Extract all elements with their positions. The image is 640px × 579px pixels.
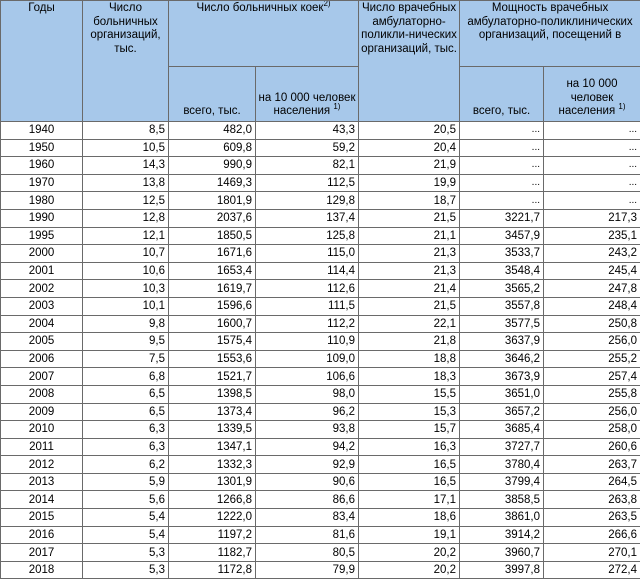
cell-capacity-per: 250,8 <box>544 315 640 333</box>
cell-clinics: 18,8 <box>359 350 460 368</box>
cell-beds-per: 114,4 <box>256 262 359 280</box>
cell-hospitals: 9,8 <box>83 315 169 333</box>
table-row <box>1 227 640 245</box>
cell-beds-total: 1172,8 <box>169 561 256 579</box>
header-beds-per <box>256 67 359 122</box>
cell-clinics: 21,3 <box>359 262 460 280</box>
cell-capacity-total: 3858,5 <box>460 491 544 509</box>
table-row <box>1 297 640 315</box>
cell-year: 2002 <box>1 280 83 298</box>
cell-beds-per: 125,8 <box>256 227 359 245</box>
cell-clinics: 20,2 <box>359 544 460 562</box>
table-row <box>1 526 640 544</box>
cell-capacity-total: 3685,4 <box>460 421 544 439</box>
cell-beds-per: 94,2 <box>256 438 359 456</box>
cell-beds-total: 482,0 <box>169 122 256 140</box>
cell-clinics: 18,7 <box>359 192 460 210</box>
cell-beds-total: 1182,7 <box>169 544 256 562</box>
table-row <box>1 157 640 175</box>
cell-beds-total: 1373,4 <box>169 403 256 421</box>
cell-clinics: 21,8 <box>359 333 460 351</box>
cell-capacity-total: 3646,2 <box>460 350 544 368</box>
cell-beds-total: 1671,6 <box>169 245 256 263</box>
table-row <box>1 368 640 386</box>
cell-beds-total: 1596,6 <box>169 297 256 315</box>
cell-clinics: 22,1 <box>359 315 460 333</box>
cell-year: 2014 <box>1 491 83 509</box>
cell-year: 1960 <box>1 157 83 175</box>
header-clinics: Число врачебных амбулаторно-поликли-нических организаций, тыс. <box>359 1 460 122</box>
header-beds <box>169 1 359 67</box>
table-body <box>1 122 640 579</box>
cell-clinics: 21,5 <box>359 297 460 315</box>
table-row <box>1 473 640 491</box>
cell-clinics: 20,4 <box>359 139 460 157</box>
cell-year: 1980 <box>1 192 83 210</box>
cell-year: 2018 <box>1 561 83 579</box>
cell-hospitals: 6,5 <box>83 403 169 421</box>
cell-capacity-per: 258,0 <box>544 421 640 439</box>
cell-beds-total: 1653,4 <box>169 262 256 280</box>
cell-capacity-total: 3799,4 <box>460 473 544 491</box>
cell-beds-per: 86,6 <box>256 491 359 509</box>
cell-year: 1990 <box>1 209 83 227</box>
cell-beds-per: 109,0 <box>256 350 359 368</box>
table-row <box>1 333 640 351</box>
cell-capacity-per: 272,4 <box>544 561 640 579</box>
cell-beds-per: 137,4 <box>256 209 359 227</box>
cell-beds-per: 92,9 <box>256 456 359 474</box>
cell-capacity-total: 3565,2 <box>460 280 544 298</box>
header-years: Годы <box>1 1 83 122</box>
cell-beds-per: 80,5 <box>256 544 359 562</box>
table-row <box>1 456 640 474</box>
cell-capacity-per: 264,5 <box>544 473 640 491</box>
cell-year: 2006 <box>1 350 83 368</box>
cell-hospitals: 10,5 <box>83 139 169 157</box>
cell-capacity-total: 3651,0 <box>460 385 544 403</box>
cell-clinics: 20,5 <box>359 122 460 140</box>
cell-capacity-per: 260,6 <box>544 438 640 456</box>
cell-hospitals: 5,9 <box>83 473 169 491</box>
cell-capacity-total: 3577,5 <box>460 315 544 333</box>
cell-capacity-per: ... <box>544 139 640 157</box>
cell-beds-per: 93,8 <box>256 421 359 439</box>
cell-clinics: 16,5 <box>359 473 460 491</box>
cell-beds-total: 1850,5 <box>169 227 256 245</box>
cell-beds-total: 1266,8 <box>169 491 256 509</box>
cell-capacity-total: 3457,9 <box>460 227 544 245</box>
cell-hospitals: 14,3 <box>83 157 169 175</box>
header-beds-total: всего, тыс. <box>169 67 256 122</box>
cell-capacity-total: 3861,0 <box>460 509 544 527</box>
table-row <box>1 209 640 227</box>
cell-capacity-per: 256,0 <box>544 403 640 421</box>
header-beds-label: Число больничных коек <box>196 2 323 14</box>
cell-hospitals: 13,8 <box>83 174 169 192</box>
cell-capacity-total: 3960,7 <box>460 544 544 562</box>
header-beds-per-label: на 10 000 человек населения <box>259 92 356 118</box>
table-row <box>1 174 640 192</box>
table-row <box>1 139 640 157</box>
cell-clinics: 19,1 <box>359 526 460 544</box>
cell-beds-per: 98,0 <box>256 385 359 403</box>
cell-hospitals: 5,4 <box>83 509 169 527</box>
cell-capacity-per: 255,8 <box>544 385 640 403</box>
cell-beds-per: 81,6 <box>256 526 359 544</box>
cell-capacity-total: 3727,7 <box>460 438 544 456</box>
table-row <box>1 262 640 280</box>
table-row <box>1 403 640 421</box>
cell-capacity-per: 245,4 <box>544 262 640 280</box>
cell-year: 2009 <box>1 403 83 421</box>
cell-beds-per: 82,1 <box>256 157 359 175</box>
cell-beds-per: 112,5 <box>256 174 359 192</box>
header-capacity-per-label: на 10 000 человек населения <box>559 78 618 117</box>
cell-clinics: 17,1 <box>359 491 460 509</box>
cell-capacity-total: ... <box>460 174 544 192</box>
cell-capacity-per: 266,6 <box>544 526 640 544</box>
cell-year: 2000 <box>1 245 83 263</box>
table-row <box>1 385 640 403</box>
header-beds-footnote: 2) <box>323 1 330 9</box>
cell-capacity-per: 263,8 <box>544 491 640 509</box>
cell-hospitals: 9,5 <box>83 333 169 351</box>
table-row <box>1 122 640 140</box>
table-row <box>1 438 640 456</box>
cell-year: 1940 <box>1 122 83 140</box>
cell-clinics: 16,5 <box>359 456 460 474</box>
table-row <box>1 509 640 527</box>
cell-beds-total: 1339,5 <box>169 421 256 439</box>
cell-year: 2004 <box>1 315 83 333</box>
table-row <box>1 491 640 509</box>
cell-year: 2005 <box>1 333 83 351</box>
cell-year: 2015 <box>1 509 83 527</box>
cell-beds-per: 111,5 <box>256 297 359 315</box>
cell-hospitals: 5,3 <box>83 544 169 562</box>
cell-hospitals: 12,5 <box>83 192 169 210</box>
cell-capacity-per: 243,2 <box>544 245 640 263</box>
cell-clinics: 21,5 <box>359 209 460 227</box>
cell-clinics: 21,9 <box>359 157 460 175</box>
cell-year: 2001 <box>1 262 83 280</box>
cell-beds-per: 79,9 <box>256 561 359 579</box>
cell-capacity-total: 3657,2 <box>460 403 544 421</box>
cell-clinics: 18,6 <box>359 509 460 527</box>
header-capacity-total: всего, тыс. <box>460 67 544 122</box>
cell-year: 2013 <box>1 473 83 491</box>
cell-hospitals: 6,8 <box>83 368 169 386</box>
cell-capacity-per: 270,1 <box>544 544 640 562</box>
cell-capacity-per: 263,7 <box>544 456 640 474</box>
cell-capacity-per: 235,1 <box>544 227 640 245</box>
cell-beds-total: 1197,2 <box>169 526 256 544</box>
cell-clinics: 21,4 <box>359 280 460 298</box>
cell-beds-total: 1398,5 <box>169 385 256 403</box>
cell-beds-total: 1469,3 <box>169 174 256 192</box>
cell-hospitals: 5,3 <box>83 561 169 579</box>
cell-clinics: 15,5 <box>359 385 460 403</box>
header-capacity: Мощность врачебных амбулаторно-поликлинических организаций, посещений в <box>460 1 640 67</box>
cell-hospitals: 10,3 <box>83 280 169 298</box>
cell-beds-per: 59,2 <box>256 139 359 157</box>
cell-clinics: 21,3 <box>359 245 460 263</box>
cell-beds-per: 129,8 <box>256 192 359 210</box>
cell-capacity-total: ... <box>460 157 544 175</box>
cell-hospitals: 6,3 <box>83 421 169 439</box>
cell-beds-per: 90,6 <box>256 473 359 491</box>
header-capacity-per <box>544 67 640 122</box>
cell-hospitals: 12,8 <box>83 209 169 227</box>
cell-capacity-total: 3997,8 <box>460 561 544 579</box>
cell-beds-total: 2037,6 <box>169 209 256 227</box>
cell-beds-total: 1575,4 <box>169 333 256 351</box>
cell-beds-total: 1600,7 <box>169 315 256 333</box>
table-row <box>1 421 640 439</box>
cell-beds-per: 112,6 <box>256 280 359 298</box>
cell-capacity-total: ... <box>460 122 544 140</box>
cell-beds-per: 112,2 <box>256 315 359 333</box>
cell-capacity-per: ... <box>544 192 640 210</box>
cell-clinics: 16,3 <box>359 438 460 456</box>
cell-beds-total: 1301,9 <box>169 473 256 491</box>
cell-beds-total: 1553,6 <box>169 350 256 368</box>
cell-capacity-total: ... <box>460 192 544 210</box>
cell-hospitals: 7,5 <box>83 350 169 368</box>
cell-hospitals: 12,1 <box>83 227 169 245</box>
cell-year: 1995 <box>1 227 83 245</box>
cell-capacity-total: 3673,9 <box>460 368 544 386</box>
cell-beds-per: 115,0 <box>256 245 359 263</box>
table-row <box>1 315 640 333</box>
cell-beds-total: 1801,9 <box>169 192 256 210</box>
table-row <box>1 280 640 298</box>
cell-year: 2017 <box>1 544 83 562</box>
cell-beds-per: 83,4 <box>256 509 359 527</box>
cell-capacity-per: 255,2 <box>544 350 640 368</box>
header-hospitals: Число больничных организаций, тыс. <box>83 1 169 122</box>
cell-capacity-total: 3914,2 <box>460 526 544 544</box>
cell-hospitals: 5,6 <box>83 491 169 509</box>
cell-capacity-total: 3548,4 <box>460 262 544 280</box>
cell-beds-per: 43,3 <box>256 122 359 140</box>
cell-hospitals: 10,6 <box>83 262 169 280</box>
cell-capacity-per: 248,4 <box>544 297 640 315</box>
table-row <box>1 350 640 368</box>
cell-clinics: 15,7 <box>359 421 460 439</box>
cell-capacity-per: ... <box>544 157 640 175</box>
cell-beds-total: 1222,0 <box>169 509 256 527</box>
cell-clinics: 21,1 <box>359 227 460 245</box>
cell-capacity-total: 3780,4 <box>460 456 544 474</box>
cell-beds-per: 110,9 <box>256 333 359 351</box>
cell-capacity-total: 3533,7 <box>460 245 544 263</box>
cell-year: 2008 <box>1 385 83 403</box>
cell-hospitals: 10,7 <box>83 245 169 263</box>
cell-beds-per: 96,2 <box>256 403 359 421</box>
cell-beds-per: 106,6 <box>256 368 359 386</box>
cell-year: 2003 <box>1 297 83 315</box>
cell-capacity-per: 256,0 <box>544 333 640 351</box>
cell-year: 2012 <box>1 456 83 474</box>
cell-year: 2007 <box>1 368 83 386</box>
cell-capacity-total: 3557,8 <box>460 297 544 315</box>
cell-hospitals: 6,5 <box>83 385 169 403</box>
cell-clinics: 20,2 <box>359 561 460 579</box>
cell-capacity-total: 3221,7 <box>460 209 544 227</box>
cell-year: 2011 <box>1 438 83 456</box>
cell-year: 1970 <box>1 174 83 192</box>
table-header <box>1 1 640 122</box>
cell-capacity-total: 3637,9 <box>460 333 544 351</box>
cell-capacity-per: 257,4 <box>544 368 640 386</box>
header-capacity-per-footnote: 1) <box>618 102 625 111</box>
cell-beds-total: 1619,7 <box>169 280 256 298</box>
cell-clinics: 19,9 <box>359 174 460 192</box>
cell-beds-total: 1347,1 <box>169 438 256 456</box>
cell-clinics: 15,3 <box>359 403 460 421</box>
cell-hospitals: 8,5 <box>83 122 169 140</box>
cell-year: 1950 <box>1 139 83 157</box>
cell-capacity-total: ... <box>460 139 544 157</box>
cell-capacity-per: 217,3 <box>544 209 640 227</box>
cell-hospitals: 6,2 <box>83 456 169 474</box>
table-row <box>1 245 640 263</box>
cell-capacity-per: 263,5 <box>544 509 640 527</box>
table-row <box>1 561 640 579</box>
cell-beds-total: 990,9 <box>169 157 256 175</box>
cell-clinics: 18,3 <box>359 368 460 386</box>
cell-beds-total: 1521,7 <box>169 368 256 386</box>
table-row <box>1 192 640 210</box>
cell-beds-total: 609,8 <box>169 139 256 157</box>
cell-hospitals: 6,3 <box>83 438 169 456</box>
cell-capacity-per: ... <box>544 174 640 192</box>
cell-capacity-per: ... <box>544 122 640 140</box>
cell-hospitals: 10,1 <box>83 297 169 315</box>
table-row <box>1 544 640 562</box>
cell-year: 2010 <box>1 421 83 439</box>
cell-capacity-per: 247,8 <box>544 280 640 298</box>
header-beds-per-footnote: 1) <box>333 102 340 111</box>
cell-year: 2016 <box>1 526 83 544</box>
cell-hospitals: 5,4 <box>83 526 169 544</box>
cell-beds-total: 1332,3 <box>169 456 256 474</box>
